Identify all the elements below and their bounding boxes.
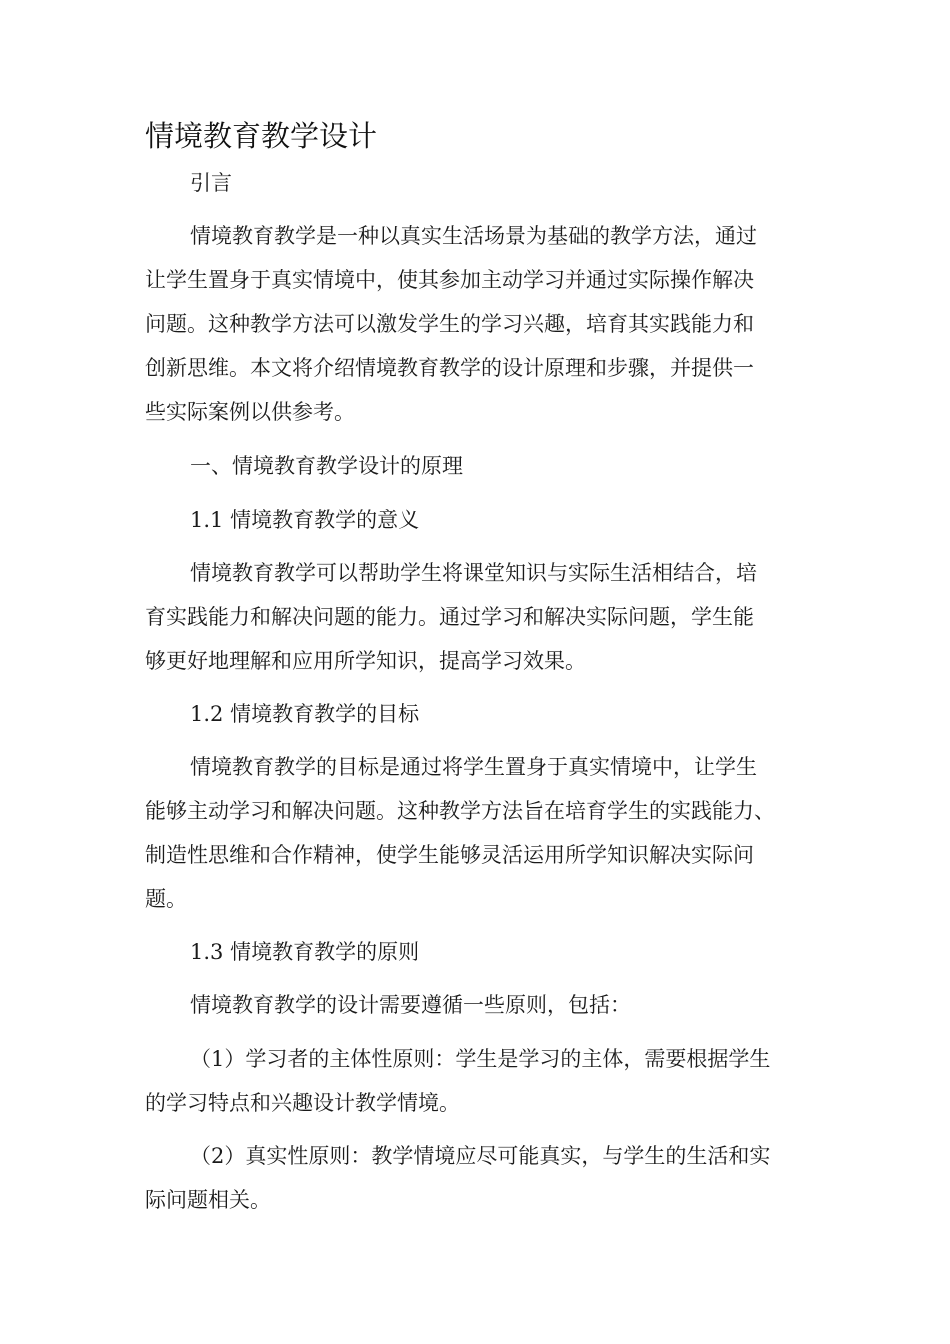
list-item-line: （2）真实性原则：教学情境应尽可能真实，与学生的生活和实 bbox=[190, 1144, 771, 1168]
heading-introduction: 引言 bbox=[190, 171, 232, 195]
subsection-heading: 1.1 情境教育教学的意义 bbox=[190, 508, 420, 532]
paragraph-line: 题。 bbox=[145, 887, 187, 911]
section-heading: 一、情境教育教学设计的原理 bbox=[190, 454, 463, 478]
document-title: 情境教育教学设计 bbox=[145, 119, 378, 153]
list-item-line: （1）学习者的主体性原则：学生是学习的主体，需要根据学生 bbox=[190, 1047, 771, 1071]
paragraph-line: 让学生置身于真实情境中，使其参加主动学习并通过实际操作解决 bbox=[145, 268, 754, 292]
subsection-heading: 1.3 情境教育教学的原则 bbox=[190, 940, 420, 964]
paragraph-line: 情境教育教学的目标是通过将学生置身于真实情境中，让学生 bbox=[190, 755, 757, 779]
paragraph-line: 够更好地理解和应用所学知识，提高学习效果。 bbox=[145, 649, 586, 673]
paragraph-line: 些实际案例以供参考。 bbox=[145, 400, 355, 424]
paragraph-line: 能够主动学习和解决问题。这种教学方法旨在培育学生的实践能力、 bbox=[145, 799, 775, 823]
paragraph-line: 育实践能力和解决问题的能力。通过学习和解决实际问题，学生能 bbox=[145, 605, 754, 629]
subsection-heading: 1.2 情境教育教学的目标 bbox=[190, 702, 420, 726]
list-item-line: 际问题相关。 bbox=[145, 1188, 271, 1212]
paragraph-line: 创新思维。本文将介绍情境教育教学的设计原理和步骤，并提供一 bbox=[145, 356, 754, 380]
paragraph-line: 情境教育教学的设计需要遵循一些原则，包括： bbox=[190, 993, 631, 1017]
paragraph-line: 情境教育教学是一种以真实生活场景为基础的教学方法，通过 bbox=[190, 224, 757, 248]
paragraph-line: 问题。这种教学方法可以激发学生的学习兴趣，培育其实践能力和 bbox=[145, 312, 754, 336]
list-item-line: 的学习特点和兴趣设计教学情境。 bbox=[145, 1091, 460, 1115]
paragraph-line: 制造性思维和合作精神，使学生能够灵活运用所学知识解决实际问 bbox=[145, 843, 754, 867]
paragraph-line: 情境教育教学可以帮助学生将课堂知识与实际生活相结合，培 bbox=[190, 561, 757, 585]
